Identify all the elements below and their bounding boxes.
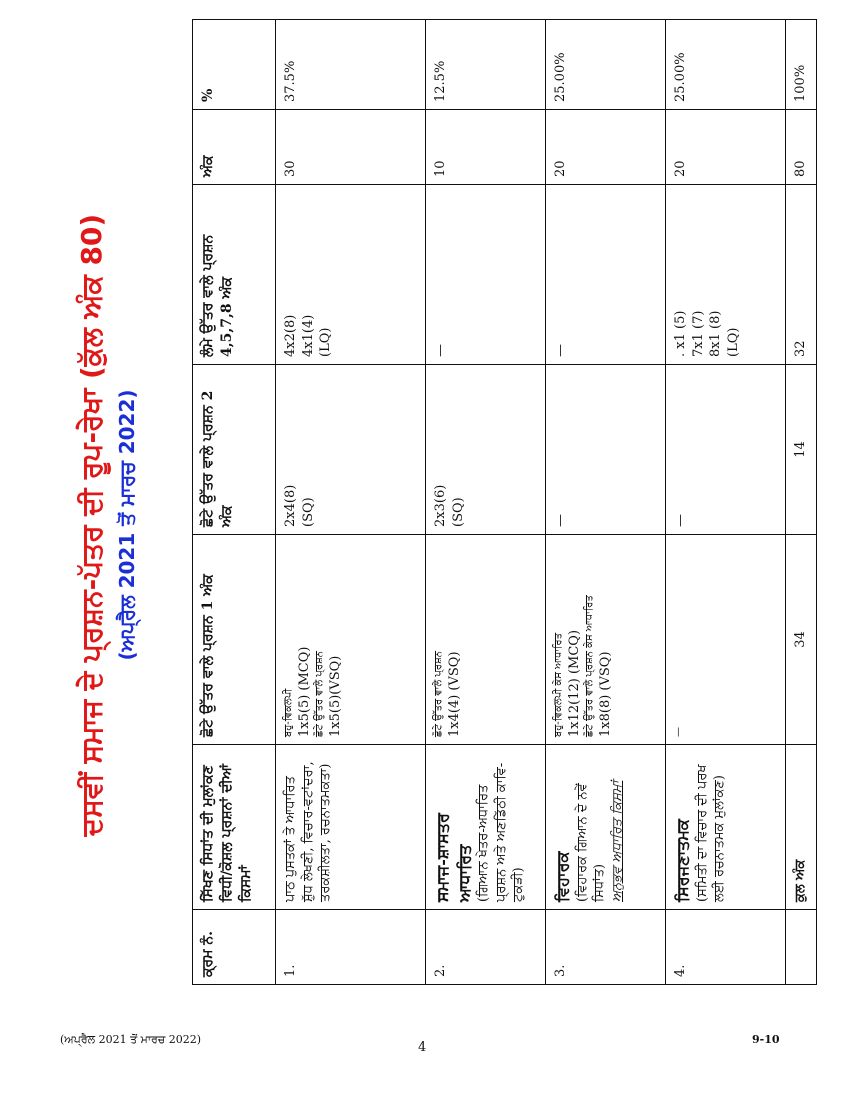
table-row (546, 20, 666, 985)
header-long: ਲੰਮੇ ਉੱਤਰ ਵਾਲੇ ਪ੍ਰਸ਼ਨ 4,5,7,8 ਅੰਕ (193, 185, 276, 365)
cell-line: — (673, 727, 684, 737)
long-cell (546, 185, 666, 365)
cell-line: ਬਹੁ-ਵਿਕਲਪੀ (283, 688, 294, 737)
row-pct: 37.5% (276, 20, 426, 110)
topic-line: (ਗਿਆਨ ਖੇਤਰ-ਅਧਾਰਿਤ ਪ੍ਰਸ਼ਨ ਅਤੇ ਅਣਡਿੱਠੀ ਕਾਵਿ-ਟੁਕੜੀ) (476, 762, 527, 902)
rotated-page (75, 45, 808, 1005)
row-num: 4. (666, 910, 786, 985)
long-cell (426, 185, 546, 365)
topic-line: (ਵਿਹਾਰਕ ਗਿਆਨ ਦੇ ਨਵੇਂ ਸਿਧਾਂਤ) (574, 783, 608, 902)
topic-line: ਸ਼ੁੱਧ ਲੇਖਣੀ, ਵਿਚਾਰ-ਵਟਾਂਦਰਾ, ਤਰਕਸ਼ੀਲਤਾ, ਰਚਨਾਤਮਕਤਾ) (300, 761, 334, 902)
row-num: 1. (276, 910, 426, 985)
table-row (666, 20, 786, 985)
footer-left: (ਅਪ੍ਰੈਲ 2021 ਤੋਂ ਮਾਰਚ 2022) (60, 1033, 202, 1046)
topic-main: ਸਿਰਜਣਾਤਮਕ (673, 819, 692, 902)
row-marks: 20 (546, 110, 666, 185)
two-mark-cell (276, 365, 426, 535)
cell-line: — (673, 514, 688, 527)
one-mark-cell (426, 535, 546, 745)
cell-line: 1x8(8) (VSQ) (597, 651, 613, 737)
two-mark-cell (666, 365, 786, 535)
topic-line: (ਸਮਿਤੀ ਦਾ ਵਿਚਾਰ ਦੀ ਪਰਖ ਲਈ ਰਚਨਾਤਮਕ ਮੁਲਾਂਕਣ) (694, 764, 728, 902)
cell-line: 1x5(5) (MCQ) (296, 646, 312, 737)
cell-line: 4x1(4) (300, 314, 316, 357)
total-one: 34 (786, 535, 817, 745)
row-marks: 10 (426, 110, 546, 185)
cell-line: — (553, 514, 568, 527)
row-topic (546, 745, 666, 910)
header-one-mark: ਛੋਟੇ ਉੱਤਰ ਵਾਲੇ ਪ੍ਰਸ਼ਨ 1 ਅੰਕ (193, 535, 276, 745)
cell-line: (SQ) (300, 497, 316, 527)
total-num (786, 910, 817, 985)
header-pct: % (193, 20, 276, 110)
two-mark-cell (426, 365, 546, 535)
total-pct: 100% (786, 20, 817, 110)
header-topic: ਸਿੱਖਣ ਸਿਧਾਂਤ ਦੀ ਮੁਲਾਂਕਣ ਵਿਧੀ/ਕੋਸ਼ਲ ਪ੍ਰਸ਼ਨਾਂ ਦੀਆਂ ਕਿਸਮਾਂ (193, 745, 276, 910)
total-label: ਕੁਲ ਅੰਕ (786, 745, 817, 910)
cell-line: ਬਹੁ-ਵਿਕਲਪੀ ਕੇਸ ਆਧਾਰਿਤ (553, 633, 564, 737)
table-row (426, 20, 546, 985)
topic-line: ਪਾਠ ਪੁਸਤਕਾਂ ਤੇ ਆਧਾਰਿਤ (283, 776, 298, 902)
row-pct: 12.5% (426, 20, 546, 110)
header-row (193, 20, 276, 985)
syllabus-table (192, 19, 817, 985)
two-mark-cell (546, 365, 666, 535)
long-cell (666, 185, 786, 365)
cell-line: ਛੋਟੇ ਉੱਤਰ ਵਾਲੇ ਪ੍ਰਸ਼ਨ ਕੇਸ ਆਧਾਰਿਤ (584, 595, 596, 737)
header-num: ਕ੍ਰਮ ਨੰ. (193, 910, 276, 985)
row-topic (426, 745, 546, 910)
total-long: 32 (786, 185, 817, 365)
footer-right: 9-10 (752, 1033, 780, 1046)
row-topic (276, 745, 426, 910)
cell-line: 2x4(8) (283, 484, 298, 527)
row-pct: 25.00% (546, 20, 666, 110)
cell-line: 2x3(6) (433, 484, 448, 527)
long-cell (276, 185, 426, 365)
row-pct: 25.00% (666, 20, 786, 110)
cell-line: 4x2(8) (283, 314, 298, 357)
page-subtitle: (ਅਪ੍ਰੈਲ 2021 ਤੋਂ ਮਾਰਚ 2022) (115, 389, 139, 661)
cell-line: (SQ) (450, 497, 466, 527)
cell-line: (LQ) (725, 327, 741, 357)
cell-line: ਛੋਟੇ ਉੱਤਰ ਵਾਲੇ ਪ੍ਰਸ਼ਨ (433, 650, 444, 737)
one-mark-cell (276, 535, 426, 745)
topic-main: ਵਿਹਾਰਕ (553, 851, 572, 902)
cell-line: — (433, 344, 448, 357)
row-num: 3. (546, 910, 666, 985)
total-marks: 80 (786, 110, 817, 185)
cell-line: (LQ) (318, 327, 334, 357)
row-topic (666, 745, 786, 910)
total-row (786, 20, 817, 985)
row-marks: 30 (276, 110, 426, 185)
cell-line: ਛੋਟੇ ਉੱਤਰ ਵਾਲੇ ਪ੍ਰਸ਼ਨ (314, 650, 326, 737)
topic-line: ਅਨੁਭਵ ਅਧਾਰਿਤ ਕਿਸਮਾਂ (609, 780, 625, 902)
row-marks: 20 (666, 110, 786, 185)
cell-line: 8x1 (8) (708, 310, 724, 357)
cell-line: 1x4(4) (VSQ) (446, 651, 462, 737)
cell-line: 1x5(5)(VSQ) (327, 655, 343, 737)
total-two: 14 (786, 365, 817, 535)
cell-line: 7x1 (7) (690, 310, 706, 357)
cell-line: 1x12(12) (MCQ) (566, 629, 582, 737)
row-num: 2. (426, 910, 546, 985)
one-mark-cell (546, 535, 666, 745)
footer-page-number: 4 (418, 1040, 427, 1055)
header-two-mark: ਛੋਟੇ ਉੱਤਰ ਵਾਲੇ ਪ੍ਰਸ਼ਨ 2 ਅੰਕ (193, 365, 276, 535)
topic-main: ਸਮਾਜ-ਸ਼ਾਸਤਰ ਆਧਾਰਿਤ (433, 813, 474, 902)
cell-line: . x1 (5) (673, 310, 688, 357)
cell-line: — (553, 344, 568, 357)
table-row (276, 20, 426, 985)
header-marks: ਅੰਕ (193, 110, 276, 185)
page-title: ਦਸਵੀਂ ਸਮਾਜ ਦੇ ਪ੍ਰਸ਼ਨ-ਪੱਤਰ ਦੀ ਰੂਪ-ਰੇਖਾ (ਕੁੱਲ ਅੰਕ 80) (75, 213, 108, 837)
one-mark-cell (666, 535, 786, 745)
